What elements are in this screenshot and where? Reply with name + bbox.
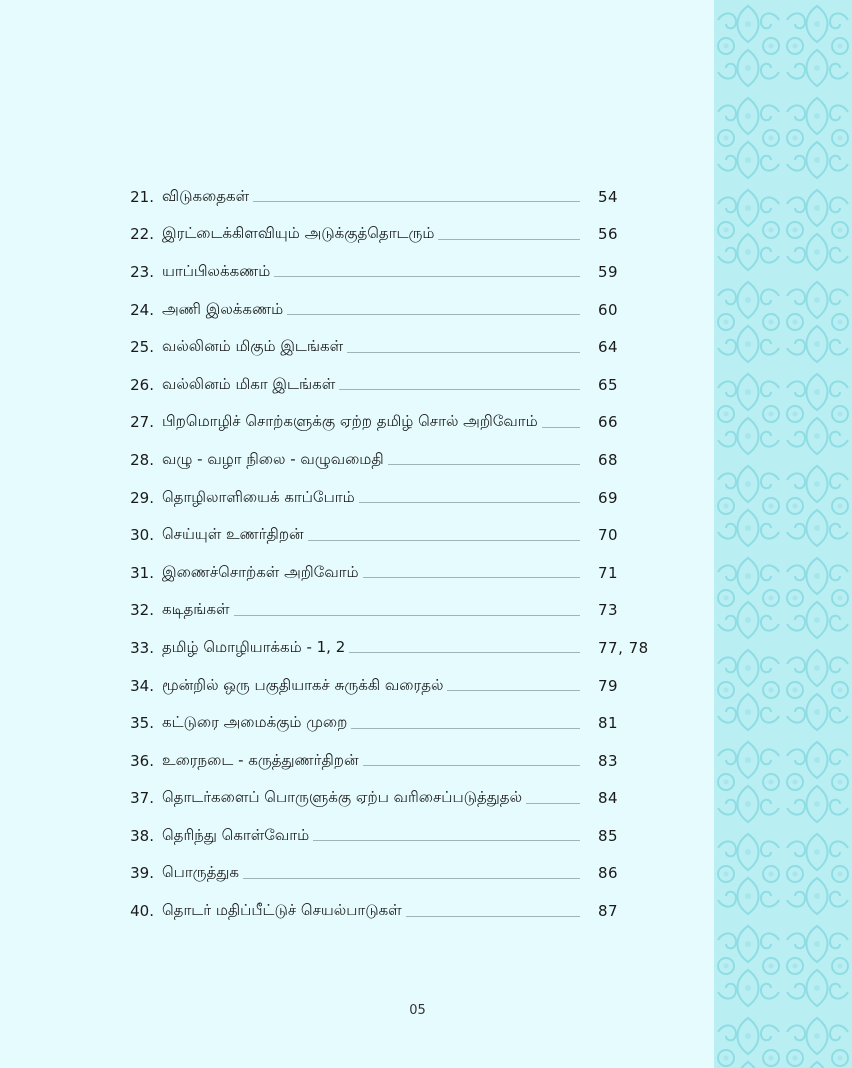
toc-entry-number: 29. <box>130 488 154 507</box>
toc-entry-number: 32. <box>130 601 154 620</box>
toc-entry-page: 81 <box>598 714 619 733</box>
toc-leader-line <box>447 690 580 691</box>
toc-entry-page: 56 <box>598 225 619 244</box>
toc-leader-line <box>339 389 580 390</box>
toc-entry-title: யாப்பிலக்கணம் <box>162 261 271 280</box>
toc-leader-line <box>438 239 580 240</box>
toc-entry-page: 70 <box>598 526 619 545</box>
toc-entry-page: 79 <box>598 676 619 695</box>
table-of-contents <box>108 178 688 930</box>
toc-leader-line <box>526 803 580 804</box>
toc-entry-title: கடிதங்கள் <box>162 600 230 619</box>
toc-entry <box>108 216 688 254</box>
toc-entry-page: 65 <box>598 375 619 394</box>
toc-leader-line <box>349 652 580 653</box>
toc-entry <box>108 441 688 479</box>
toc-entry-page: 66 <box>598 413 619 432</box>
toc-leader-line <box>347 352 580 353</box>
toc-leader-line <box>234 615 580 616</box>
toc-leader-line <box>351 728 580 729</box>
toc-entry <box>108 892 688 930</box>
toc-entry-number: 24. <box>130 300 154 319</box>
toc-leader-line <box>274 276 580 277</box>
toc-entry-page: 54 <box>598 187 619 206</box>
toc-entry-title: வல்லினம் மிகா இடங்கள் <box>162 374 336 393</box>
toc-entry <box>108 404 688 442</box>
toc-entry-number: 37. <box>130 789 154 808</box>
toc-entry <box>108 667 688 705</box>
toc-leader-line <box>542 427 580 428</box>
toc-entry-number: 25. <box>130 338 154 357</box>
toc-entry-title: விடுகதைகள் <box>162 186 250 205</box>
toc-leader-line <box>388 464 580 465</box>
toc-entry-number: 27. <box>130 413 154 432</box>
toc-entry-number: 34. <box>130 676 154 695</box>
toc-entry-title: அணி இலக்கணம் <box>162 299 284 318</box>
toc-entry-number: 33. <box>130 638 154 657</box>
ornament-pattern <box>714 0 852 1068</box>
toc-entry <box>108 780 688 818</box>
toc-entry-page: 77, 78 <box>598 638 649 657</box>
toc-entry-title: தொழிலாளியைக் காப்போம் <box>162 487 355 506</box>
toc-entry-title: செய்யுள் உணர்திறன் <box>162 525 304 544</box>
toc-entry-title: தெரிந்து கொள்வோம் <box>162 825 310 844</box>
toc-entry <box>108 178 688 216</box>
toc-entry-title: பொருத்துக <box>162 863 239 882</box>
toc-entry-title: வழு - வழா நிலை - வழுவமைதி <box>162 449 384 468</box>
toc-entry-title: மூன்றில் ஒரு பகுதியாகச் சுருக்கி வரைதல் <box>162 675 444 694</box>
toc-leader-line <box>406 916 580 917</box>
toc-leader-line <box>243 878 580 879</box>
toc-entry <box>108 479 688 517</box>
toc-entry-title: தொடர் மதிப்பீட்டுச் செயல்பாடுகள் <box>162 901 402 920</box>
toc-entry-page: 85 <box>598 826 619 845</box>
toc-leader-line <box>313 840 580 841</box>
toc-entry-number: 22. <box>130 225 154 244</box>
toc-entry <box>108 629 688 667</box>
toc-entry-number: 38. <box>130 826 154 845</box>
toc-entry-number: 21. <box>130 187 154 206</box>
toc-entry-page: 69 <box>598 488 619 507</box>
toc-entry-title: இரட்டைக்கிளவியும் அடுக்குத்தொடரும் <box>162 224 435 243</box>
toc-entry-number: 26. <box>130 375 154 394</box>
toc-entry-page: 59 <box>598 262 619 281</box>
toc-entry <box>108 554 688 592</box>
toc-entry <box>108 592 688 630</box>
toc-entry <box>108 328 688 366</box>
toc-entry-page: 71 <box>598 563 619 582</box>
toc-entry <box>108 855 688 893</box>
toc-entry-title: தொடர்களைப் பொருளுக்கு ஏற்ப வரிசைப்படுத்துதல் <box>162 788 523 807</box>
toc-entry-page: 73 <box>598 601 619 620</box>
toc-leader-line <box>363 765 580 766</box>
toc-leader-line <box>359 502 580 503</box>
toc-entry-number: 28. <box>130 450 154 469</box>
toc-entry-number: 35. <box>130 714 154 733</box>
toc-entry <box>108 253 688 291</box>
toc-entry-page: 87 <box>598 902 619 921</box>
toc-leader-line <box>287 314 580 315</box>
toc-entry-page: 84 <box>598 789 619 808</box>
toc-entry-number: 23. <box>130 262 154 281</box>
toc-entry-title: பிறமொழிச் சொற்களுக்கு ஏற்ற தமிழ் சொல் அறிவோம் <box>162 412 538 431</box>
toc-entry-number: 36. <box>130 751 154 770</box>
toc-entry-title: உரைநடை - கருத்துணர்திறன் <box>162 750 359 769</box>
toc-entry <box>108 516 688 554</box>
toc-entry-title: கட்டுரை அமைக்கும் முறை <box>162 713 348 732</box>
toc-entry-number: 40. <box>130 902 154 921</box>
toc-leader-line <box>363 577 580 578</box>
toc-leader-line <box>308 540 580 541</box>
toc-entry-number: 31. <box>130 563 154 582</box>
toc-entry <box>108 817 688 855</box>
toc-entry <box>108 291 688 329</box>
page-number: 05 <box>409 1003 426 1018</box>
toc-entry <box>108 742 688 780</box>
toc-entry-page: 86 <box>598 864 619 883</box>
toc-entry-page: 83 <box>598 751 619 770</box>
toc-entry-title: இணைச்சொற்கள் அறிவோம் <box>162 562 359 581</box>
toc-entry-title: தமிழ் மொழியாக்கம் - 1, 2 <box>162 637 346 656</box>
toc-entry-title: வல்லினம் மிகும் இடங்கள் <box>162 337 344 356</box>
toc-entry <box>108 366 688 404</box>
toc-entry-page: 60 <box>598 300 619 319</box>
toc-entry-number: 39. <box>130 864 154 883</box>
toc-entry <box>108 704 688 742</box>
toc-entry-page: 68 <box>598 450 619 469</box>
toc-entry-number: 30. <box>130 526 154 545</box>
toc-entry-page: 64 <box>598 338 619 357</box>
decorative-side-band <box>714 0 852 1068</box>
toc-leader-line <box>253 201 580 202</box>
